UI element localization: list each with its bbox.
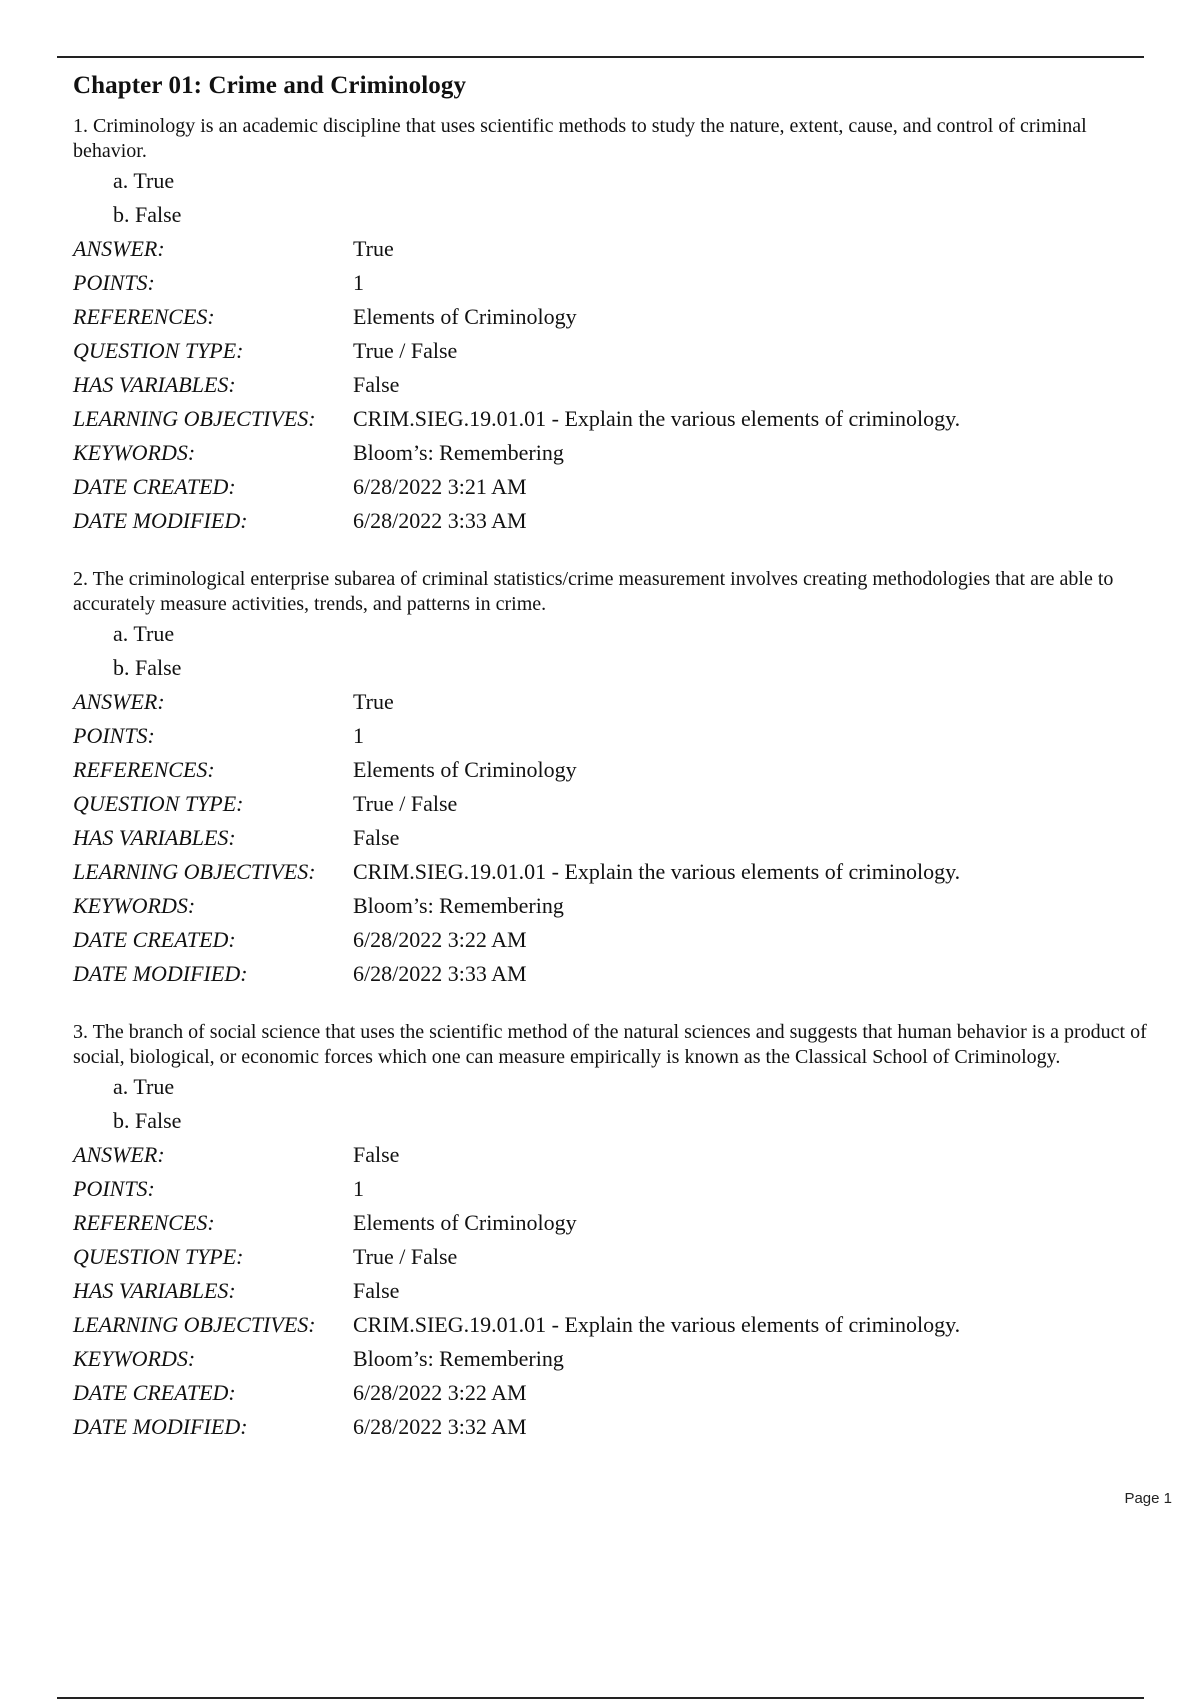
option-false: b. False <box>113 1108 182 1133</box>
date-created-row <box>73 923 960 957</box>
references-label: REFERENCES: <box>73 757 215 782</box>
keywords-value: Bloom’s: Remembering <box>353 893 564 918</box>
option-true: a. True <box>113 621 175 646</box>
question-type-label: QUESTION TYPE: <box>73 338 244 363</box>
keywords-label: KEYWORDS: <box>73 893 196 918</box>
option-true: a. True <box>113 168 175 193</box>
answer-value: True <box>353 689 394 714</box>
answer-row <box>73 1138 960 1172</box>
date-modified-value: 6/28/2022 3:32 AM <box>353 1414 527 1439</box>
date-created-value: 6/28/2022 3:22 AM <box>353 1380 527 1405</box>
answer-label: ANSWER: <box>73 689 165 714</box>
learning-objectives-label: LEARNING OBJECTIVES: <box>73 406 316 431</box>
keywords-row <box>73 436 960 470</box>
keywords-label: KEYWORDS: <box>73 1346 196 1371</box>
answer-value: False <box>353 1142 400 1167</box>
question-block <box>73 114 1163 538</box>
has-variables-label: HAS VARIABLES: <box>73 372 236 397</box>
learning-objectives-label: LEARNING OBJECTIVES: <box>73 859 316 884</box>
date-modified-value: 6/28/2022 3:33 AM <box>353 508 527 533</box>
question-type-value: True / False <box>353 338 458 363</box>
points-row <box>73 266 960 300</box>
answer-label: ANSWER: <box>73 1142 165 1167</box>
points-row <box>73 719 960 753</box>
date-modified-label: DATE MODIFIED: <box>73 1414 248 1439</box>
answer-row <box>73 232 960 266</box>
date-modified-row <box>73 504 960 538</box>
date-created-label: DATE CREATED: <box>73 474 236 499</box>
points-label: POINTS: <box>73 270 155 295</box>
has-variables-row <box>73 1274 960 1308</box>
learning-objectives-value: CRIM.SIEG.19.01.01 - Explain the various elements of criminology. <box>353 406 961 431</box>
option-false: b. False <box>113 655 182 680</box>
question-text: 3. The branch of social science that uses the scientific method of the natural sciences and suggests that human behavior is a product of social, biological, or economic forces which one can measure empirically is known as the Classical School of Criminology. <box>73 1021 1147 1068</box>
option-true: a. True <box>113 1074 175 1099</box>
question-block <box>73 567 1163 991</box>
question-text: 1. Criminology is an academic discipline that uses scientific methods to study the nature, extent, cause, and control of criminal behavior. <box>73 115 1087 162</box>
learning-objectives-row <box>73 1308 960 1342</box>
has-variables-value: False <box>353 372 400 397</box>
date-modified-row <box>73 957 960 991</box>
references-value: Elements of Criminology <box>353 757 577 782</box>
document-body <box>73 72 1163 1473</box>
bottom-rule <box>57 1697 1144 1699</box>
has-variables-row <box>73 821 960 855</box>
question-type-row <box>73 1240 960 1274</box>
date-modified-value: 6/28/2022 3:33 AM <box>353 961 527 986</box>
references-row <box>73 753 960 787</box>
keywords-label: KEYWORDS: <box>73 440 196 465</box>
date-modified-row <box>73 1410 960 1444</box>
answer-label: ANSWER: <box>73 236 165 261</box>
keywords-row <box>73 889 960 923</box>
question-type-value: True / False <box>353 791 458 816</box>
references-value: Elements of Criminology <box>353 304 577 329</box>
points-value: 1 <box>353 270 364 295</box>
option-false: b. False <box>113 202 182 227</box>
has-variables-label: HAS VARIABLES: <box>73 1278 236 1303</box>
question-type-row <box>73 334 960 368</box>
question-type-label: QUESTION TYPE: <box>73 791 244 816</box>
top-rule <box>57 56 1144 58</box>
points-row <box>73 1172 960 1206</box>
references-value: Elements of Criminology <box>353 1210 577 1235</box>
points-label: POINTS: <box>73 1176 155 1201</box>
question-type-row <box>73 787 960 821</box>
question-text: 2. The criminological enterprise subarea of criminal statistics/crime measurement involves creating methodologies that are able to accurately measure activities, trends, and patterns in crime. <box>73 568 1114 615</box>
references-label: REFERENCES: <box>73 304 215 329</box>
date-created-value: 6/28/2022 3:22 AM <box>353 927 527 952</box>
question-type-label: QUESTION TYPE: <box>73 1244 244 1269</box>
learning-objectives-row <box>73 402 960 436</box>
page-number: Page 1 <box>1124 1490 1172 1507</box>
points-value: 1 <box>353 723 364 748</box>
answer-value: True <box>353 236 394 261</box>
question-block <box>73 1020 1163 1444</box>
question-type-value: True / False <box>353 1244 458 1269</box>
learning-objectives-label: LEARNING OBJECTIVES: <box>73 1312 316 1337</box>
points-value: 1 <box>353 1176 364 1201</box>
date-created-value: 6/28/2022 3:21 AM <box>353 474 527 499</box>
answer-row <box>73 685 960 719</box>
learning-objectives-row <box>73 855 960 889</box>
has-variables-row <box>73 368 960 402</box>
keywords-value: Bloom’s: Remembering <box>353 1346 564 1371</box>
chapter-title: Chapter 01: Crime and Criminology <box>73 72 467 99</box>
question-metadata <box>73 1138 960 1444</box>
date-created-label: DATE CREATED: <box>73 927 236 952</box>
has-variables-value: False <box>353 1278 400 1303</box>
has-variables-label: HAS VARIABLES: <box>73 825 236 850</box>
learning-objectives-value: CRIM.SIEG.19.01.01 - Explain the various elements of criminology. <box>353 1312 961 1337</box>
date-modified-label: DATE MODIFIED: <box>73 961 248 986</box>
question-metadata <box>73 232 960 538</box>
keywords-value: Bloom’s: Remembering <box>353 440 564 465</box>
date-created-label: DATE CREATED: <box>73 1380 236 1405</box>
points-label: POINTS: <box>73 723 155 748</box>
date-modified-label: DATE MODIFIED: <box>73 508 248 533</box>
keywords-row <box>73 1342 960 1376</box>
question-metadata <box>73 685 960 991</box>
date-created-row <box>73 1376 960 1410</box>
references-row <box>73 300 960 334</box>
references-label: REFERENCES: <box>73 1210 215 1235</box>
learning-objectives-value: CRIM.SIEG.19.01.01 - Explain the various elements of criminology. <box>353 859 961 884</box>
has-variables-value: False <box>353 825 400 850</box>
date-created-row <box>73 470 960 504</box>
references-row <box>73 1206 960 1240</box>
